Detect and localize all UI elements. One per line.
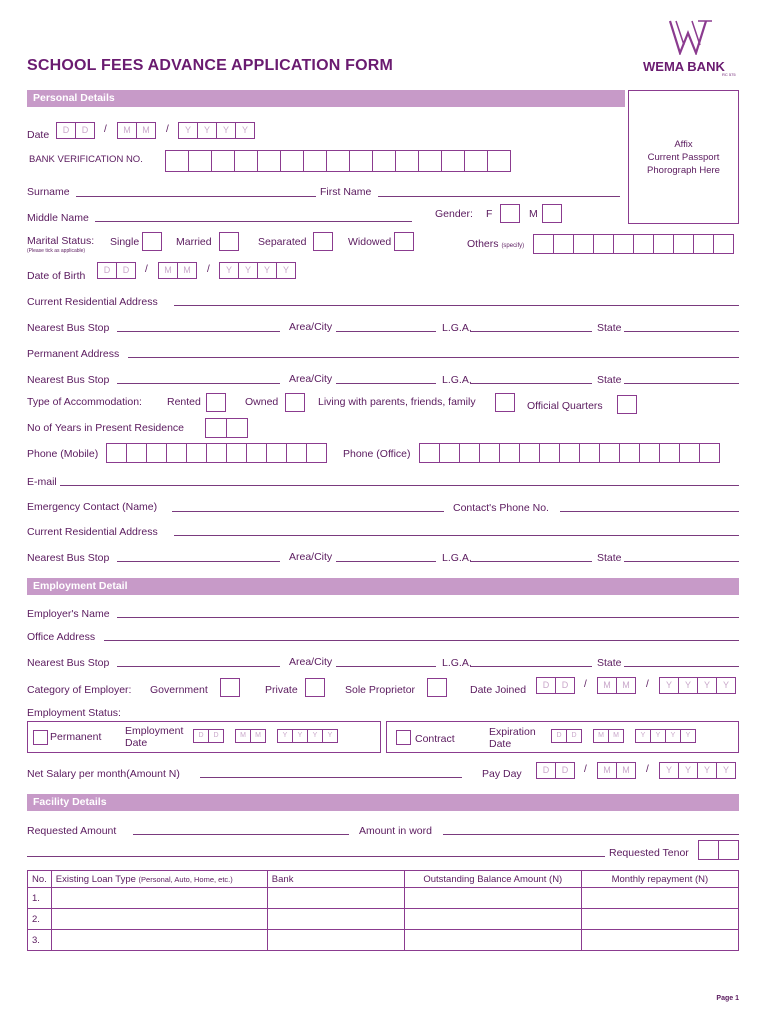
- official-quarters-checkbox[interactable]: [617, 395, 637, 414]
- expiration-date-label: [489, 726, 536, 750]
- table-row: [28, 930, 739, 951]
- section-employment-detail: Employment Detail: [27, 578, 739, 595]
- row-number: 3.: [28, 930, 52, 951]
- state-label: State: [597, 322, 622, 334]
- net-salary-field[interactable]: [200, 777, 462, 778]
- bus-stop-field[interactable]: [117, 383, 280, 384]
- contact-phone-label: Contact's Phone No.: [453, 502, 549, 514]
- year-box[interactable]: Y: [659, 677, 679, 694]
- office-digit-box[interactable]: [559, 443, 580, 463]
- requested-tenor-label: Requested Tenor: [609, 847, 689, 859]
- lga-label: L.G.A.: [442, 552, 472, 564]
- table-header-row: [28, 871, 739, 888]
- dob-label: Date of Birth: [27, 270, 86, 282]
- bvn-digit-box[interactable]: [418, 150, 442, 172]
- emergency-contact-label: Emergency Contact (Name): [27, 501, 158, 513]
- date-slash: /: [104, 124, 107, 135]
- current-address-field[interactable]: [174, 305, 739, 306]
- first-name-label: First Name: [320, 186, 372, 198]
- area-city-label: Area/City: [289, 321, 333, 333]
- day-box[interactable]: D: [536, 762, 556, 779]
- others-label: [467, 238, 524, 250]
- area-city-field[interactable]: [336, 666, 436, 667]
- bvn-digit-box[interactable]: [395, 150, 419, 172]
- day-box[interactable]: D: [551, 729, 567, 743]
- state-field[interactable]: [624, 331, 739, 332]
- area-city-label: Area/City: [289, 656, 333, 668]
- phone-office-boxes[interactable]: [419, 443, 720, 463]
- year-box[interactable]: Y: [322, 729, 338, 743]
- office-digit-box[interactable]: [459, 443, 480, 463]
- year-box[interactable]: Y: [235, 122, 255, 139]
- photo-line-3: Phorograph Here: [647, 164, 720, 176]
- living-with-checkbox[interactable]: [495, 393, 515, 412]
- bvn-digit-box[interactable]: [257, 150, 281, 172]
- day-box[interactable]: D: [56, 122, 76, 139]
- pay-day-label: Pay Day: [482, 768, 522, 780]
- separated-checkbox[interactable]: [313, 232, 333, 251]
- permanent-address-field[interactable]: [128, 357, 739, 358]
- bvn-digit-box[interactable]: [487, 150, 511, 172]
- year-box[interactable]: Y: [650, 729, 666, 743]
- date-label: Date: [27, 129, 50, 141]
- date-joined-year-boxes[interactable]: [659, 677, 736, 694]
- day-box[interactable]: D: [555, 762, 575, 779]
- mobile-digit-box[interactable]: [206, 443, 227, 463]
- gender-label: Gender:: [435, 208, 473, 220]
- accommodation-label: Type of Accommodation:: [27, 396, 142, 408]
- bvn-boxes[interactable]: [165, 150, 511, 172]
- married-label: Married: [176, 236, 212, 248]
- amount-in-word-field[interactable]: [443, 834, 739, 835]
- sole-proprietor-label: Sole Proprietor: [345, 684, 416, 696]
- year-box[interactable]: Y: [716, 762, 736, 779]
- repayment-cell[interactable]: [581, 930, 738, 951]
- others-char-box[interactable]: [713, 234, 734, 254]
- emergency-address-label: Current Residential Address: [27, 526, 158, 538]
- month-box[interactable]: M: [616, 677, 636, 694]
- office-address-label: Office Address: [27, 631, 96, 643]
- employment-date-line-2: Date: [125, 737, 148, 749]
- bus-stop-label: Nearest Bus Stop: [27, 374, 110, 386]
- date-joined-month-boxes[interactable]: [597, 677, 636, 694]
- day-box[interactable]: D: [116, 262, 136, 279]
- mobile-digit-box[interactable]: [186, 443, 207, 463]
- col-loan-type: [51, 871, 267, 888]
- contact-phone-field[interactable]: [560, 511, 739, 512]
- private-checkbox[interactable]: [305, 678, 325, 697]
- wema-logo-icon: [668, 19, 714, 55]
- dob-year-boxes[interactable]: [219, 262, 296, 279]
- rented-label: Rented: [167, 396, 201, 408]
- years-box[interactable]: [205, 418, 227, 438]
- office-digit-box[interactable]: [679, 443, 700, 463]
- outstanding-cell[interactable]: [404, 909, 581, 930]
- bvn-digit-box[interactable]: [464, 150, 488, 172]
- photo-line-2: Current Passport: [647, 151, 720, 163]
- year-box[interactable]: Y: [178, 122, 198, 139]
- table-row: [28, 909, 739, 930]
- others-char-box[interactable]: [533, 234, 554, 254]
- year-box[interactable]: Y: [257, 262, 277, 279]
- repayment-cell[interactable]: [581, 888, 738, 909]
- others-specify: (specify): [501, 243, 525, 249]
- bus-stop-field[interactable]: [117, 666, 280, 667]
- section-facility-details: Facility Details: [27, 794, 739, 811]
- month-box[interactable]: M: [250, 729, 266, 743]
- gender-f-label: F: [486, 208, 493, 220]
- year-box[interactable]: Y: [665, 729, 681, 743]
- mobile-digit-box[interactable]: [286, 443, 307, 463]
- separated-label: Separated: [258, 236, 307, 248]
- office-digit-box[interactable]: [639, 443, 660, 463]
- section-personal-details: Personal Details: [27, 90, 625, 107]
- state-label: State: [597, 374, 622, 386]
- marital-status-label: Marital Status:: [27, 235, 95, 247]
- mobile-digit-box[interactable]: [246, 443, 267, 463]
- sole-proprietor-checkbox[interactable]: [427, 678, 447, 697]
- state-label: State: [597, 552, 622, 564]
- outstanding-cell[interactable]: [404, 888, 581, 909]
- row-number: 2.: [28, 909, 52, 930]
- lga-field[interactable]: [470, 561, 592, 562]
- month-box[interactable]: M: [597, 677, 617, 694]
- others-char-box[interactable]: [593, 234, 614, 254]
- date-joined-day-boxes[interactable]: [536, 677, 575, 694]
- requested-amount-label: Requested Amount: [27, 825, 117, 837]
- contract-label: Contract: [415, 733, 455, 745]
- bvn-digit-box[interactable]: [303, 150, 327, 172]
- year-box[interactable]: Y: [238, 262, 258, 279]
- pay-day-day-boxes[interactable]: [536, 762, 575, 779]
- date-joined-slash: /: [584, 679, 587, 690]
- date-year-boxes[interactable]: [178, 122, 255, 139]
- bvn-digit-box[interactable]: [349, 150, 373, 172]
- amount-in-word-continued-field[interactable]: [27, 856, 605, 857]
- gender-f-checkbox[interactable]: [500, 204, 520, 223]
- month-box[interactable]: M: [136, 122, 156, 139]
- bvn-digit-box[interactable]: [372, 150, 396, 172]
- others-boxes[interactable]: [533, 234, 734, 254]
- employment-date-line-1: Employment: [125, 725, 184, 737]
- state-label: State: [597, 657, 622, 669]
- col-no: No.: [28, 871, 52, 888]
- date-month-boxes[interactable]: [117, 122, 156, 139]
- date-joined-label: Date Joined: [470, 684, 527, 696]
- office-digit-box[interactable]: [519, 443, 540, 463]
- year-box[interactable]: Y: [697, 677, 717, 694]
- year-box[interactable]: Y: [635, 729, 651, 743]
- government-checkbox[interactable]: [220, 678, 240, 697]
- office-digit-box[interactable]: [579, 443, 600, 463]
- email-field[interactable]: [60, 485, 739, 486]
- pay-day-year-boxes[interactable]: [659, 762, 736, 779]
- bus-stop-label: Nearest Bus Stop: [27, 657, 110, 669]
- page-number: Page 1: [716, 995, 739, 1002]
- tenor-box[interactable]: [698, 840, 719, 860]
- day-box[interactable]: D: [555, 677, 575, 694]
- day-box[interactable]: D: [75, 122, 95, 139]
- private-label: Private: [265, 684, 298, 696]
- bus-stop-label: Nearest Bus Stop: [27, 552, 110, 564]
- dob-month-boxes[interactable]: [158, 262, 197, 279]
- mobile-digit-box[interactable]: [166, 443, 187, 463]
- tenor-box[interactable]: [718, 840, 739, 860]
- year-box[interactable]: Y: [219, 262, 239, 279]
- bvn-digit-box[interactable]: [165, 150, 189, 172]
- passport-photo-box[interactable]: [628, 90, 739, 224]
- office-digit-box[interactable]: [619, 443, 640, 463]
- permanent-checkbox[interactable]: [33, 730, 48, 745]
- year-box[interactable]: Y: [697, 762, 717, 779]
- table-row: [28, 888, 739, 909]
- existing-loans-table: [27, 870, 739, 951]
- single-checkbox[interactable]: [142, 232, 162, 251]
- date-joined-slash: /: [646, 679, 649, 690]
- bvn-label: BANK VERIFICATION NO.: [29, 154, 143, 165]
- office-digit-box[interactable]: [419, 443, 440, 463]
- area-city-field[interactable]: [336, 561, 436, 562]
- year-box[interactable]: Y: [197, 122, 217, 139]
- outstanding-cell[interactable]: [404, 930, 581, 951]
- widowed-checkbox[interactable]: [394, 232, 414, 251]
- requested-amount-field[interactable]: [133, 834, 349, 835]
- employer-name-label: Employer's Name: [27, 608, 110, 620]
- lga-label: L.G.A.: [442, 374, 472, 386]
- year-box[interactable]: Y: [678, 677, 698, 694]
- living-with-label: Living with parents, friends, family: [318, 396, 476, 408]
- dob-day-boxes[interactable]: [97, 262, 136, 279]
- mobile-digit-box[interactable]: [106, 443, 127, 463]
- bus-stop-field[interactable]: [117, 561, 280, 562]
- day-box[interactable]: D: [208, 729, 224, 743]
- amount-in-word-label: Amount in word: [359, 825, 432, 837]
- years-residence-boxes[interactable]: [205, 418, 248, 438]
- years-residence-label: No of Years in Present Residence: [27, 422, 185, 434]
- first-name-field[interactable]: [378, 196, 620, 197]
- logo-sub: RC 575: [722, 72, 736, 77]
- year-box[interactable]: Y: [277, 729, 293, 743]
- area-city-label: Area/City: [289, 551, 333, 563]
- bvn-digit-box[interactable]: [234, 150, 258, 172]
- category-label: Category of Employer:: [27, 684, 132, 696]
- employment-status-label: Employment Status:: [27, 707, 121, 719]
- gender-m-checkbox[interactable]: [542, 204, 562, 223]
- expiration-date-boxes[interactable]: [551, 729, 696, 743]
- loan-type-cell[interactable]: [51, 909, 267, 930]
- pay-day-slash: /: [646, 764, 649, 775]
- month-box[interactable]: M: [177, 262, 197, 279]
- day-box[interactable]: D: [566, 729, 582, 743]
- office-digit-box[interactable]: [439, 443, 460, 463]
- lga-field[interactable]: [470, 666, 592, 667]
- year-box[interactable]: Y: [716, 677, 736, 694]
- lga-field[interactable]: [470, 331, 592, 332]
- logo-text: WEMA BANK: [643, 59, 725, 74]
- rented-checkbox[interactable]: [206, 393, 226, 412]
- current-address-label: Current Residential Address: [27, 296, 158, 308]
- others-char-box[interactable]: [653, 234, 674, 254]
- office-digit-box[interactable]: [479, 443, 500, 463]
- others-char-box[interactable]: [613, 234, 634, 254]
- month-box[interactable]: M: [117, 122, 137, 139]
- permanent-address-label: Permanent Address: [27, 348, 120, 360]
- year-box[interactable]: Y: [678, 762, 698, 779]
- month-box[interactable]: M: [235, 729, 251, 743]
- bvn-digit-box[interactable]: [211, 150, 235, 172]
- year-box[interactable]: Y: [292, 729, 308, 743]
- lga-field[interactable]: [470, 383, 592, 384]
- owned-checkbox[interactable]: [285, 393, 305, 412]
- mobile-digit-box[interactable]: [226, 443, 247, 463]
- others-char-box[interactable]: [573, 234, 594, 254]
- expiration-line-1: Expiration: [489, 726, 536, 738]
- bvn-digit-box[interactable]: [441, 150, 465, 172]
- net-salary-label: Net Salary per month(Amount N): [27, 768, 180, 780]
- married-checkbox[interactable]: [219, 232, 239, 251]
- years-box[interactable]: [226, 418, 248, 438]
- state-field[interactable]: [624, 383, 739, 384]
- year-box[interactable]: Y: [307, 729, 323, 743]
- employment-date-label: [125, 725, 183, 749]
- requested-tenor-boxes[interactable]: [698, 840, 739, 860]
- date-day-boxes[interactable]: [56, 122, 95, 139]
- state-field[interactable]: [624, 561, 739, 562]
- office-digit-box[interactable]: [699, 443, 720, 463]
- email-label: E-mail: [27, 476, 57, 488]
- month-box[interactable]: M: [597, 762, 617, 779]
- others-text: Others: [467, 238, 499, 250]
- phone-mobile-boxes[interactable]: [106, 443, 327, 463]
- middle-name-field[interactable]: [95, 221, 412, 222]
- office-digit-box[interactable]: [599, 443, 620, 463]
- office-digit-box[interactable]: [539, 443, 560, 463]
- government-label: Government: [150, 684, 208, 696]
- day-box[interactable]: D: [536, 677, 556, 694]
- dob-slash: /: [145, 264, 148, 275]
- area-city-field[interactable]: [336, 383, 436, 384]
- lga-label: L.G.A.: [442, 657, 472, 669]
- widowed-label: Widowed: [348, 236, 392, 248]
- area-city-label: Area/City: [289, 373, 333, 385]
- year-box[interactable]: Y: [276, 262, 296, 279]
- mobile-digit-box[interactable]: [146, 443, 167, 463]
- col-loan-type-note: (Personal, Auto, Home, etc.): [138, 874, 233, 884]
- month-box[interactable]: M: [593, 729, 609, 743]
- office-digit-box[interactable]: [659, 443, 680, 463]
- repayment-cell[interactable]: [581, 909, 738, 930]
- loan-type-cell[interactable]: [51, 930, 267, 951]
- month-box[interactable]: M: [608, 729, 624, 743]
- month-box[interactable]: M: [616, 762, 636, 779]
- bank-cell[interactable]: [267, 909, 404, 930]
- month-box[interactable]: M: [158, 262, 178, 279]
- office-address-field[interactable]: [104, 640, 739, 641]
- state-field[interactable]: [624, 666, 739, 667]
- marital-note: (Please tick as applicable): [27, 248, 86, 254]
- dob-slash: /: [207, 264, 210, 275]
- emergency-contact-field[interactable]: [172, 511, 444, 512]
- others-char-box[interactable]: [553, 234, 574, 254]
- single-label: Single: [110, 236, 140, 248]
- gender-m-label: M: [529, 208, 538, 220]
- pay-day-month-boxes[interactable]: [597, 762, 636, 779]
- bank-cell[interactable]: [267, 888, 404, 909]
- col-loan-type-text: Existing Loan Type: [55, 873, 136, 885]
- bus-stop-field[interactable]: [117, 331, 280, 332]
- bank-cell[interactable]: [267, 930, 404, 951]
- col-outstanding: Outstanding Balance Amount (N): [404, 871, 581, 888]
- others-char-box[interactable]: [633, 234, 654, 254]
- year-box[interactable]: Y: [680, 729, 696, 743]
- year-box[interactable]: Y: [216, 122, 236, 139]
- pay-day-slash: /: [584, 764, 587, 775]
- expiration-line-2: Date: [489, 738, 512, 750]
- day-box[interactable]: D: [97, 262, 117, 279]
- others-char-box[interactable]: [673, 234, 694, 254]
- bvn-digit-box[interactable]: [188, 150, 212, 172]
- surname-field[interactable]: [76, 196, 316, 197]
- others-char-box[interactable]: [693, 234, 714, 254]
- phone-office-label: Phone (Office): [343, 448, 411, 460]
- photo-line-1: Affix: [674, 138, 693, 150]
- office-digit-box[interactable]: [499, 443, 520, 463]
- lga-label: L.G.A.: [442, 322, 472, 334]
- mobile-digit-box[interactable]: [266, 443, 287, 463]
- row-number: 1.: [28, 888, 52, 909]
- year-box[interactable]: Y: [659, 762, 679, 779]
- official-quarters-label: Official Quarters: [527, 400, 603, 412]
- phone-mobile-label: Phone (Mobile): [27, 448, 99, 460]
- bus-stop-label: Nearest Bus Stop: [27, 322, 110, 334]
- contract-checkbox[interactable]: [396, 730, 411, 745]
- day-box[interactable]: D: [193, 729, 209, 743]
- col-bank: Bank: [267, 871, 404, 888]
- loan-type-cell[interactable]: [51, 888, 267, 909]
- middle-name-label: Middle Name: [27, 212, 89, 224]
- owned-label: Owned: [245, 396, 279, 408]
- employment-date-boxes[interactable]: [193, 729, 338, 743]
- employer-name-field[interactable]: [117, 617, 739, 618]
- permanent-label: Permanent: [50, 731, 102, 743]
- col-monthly-repayment: Monthly repayment (N): [581, 871, 738, 888]
- mobile-digit-box[interactable]: [306, 443, 327, 463]
- bvn-digit-box[interactable]: [326, 150, 350, 172]
- mobile-digit-box[interactable]: [126, 443, 147, 463]
- date-slash: /: [166, 124, 169, 135]
- area-city-field[interactable]: [336, 331, 436, 332]
- form-title: SCHOOL FEES ADVANCE APPLICATION FORM: [27, 57, 394, 74]
- surname-label: Surname: [27, 186, 70, 198]
- bvn-digit-box[interactable]: [280, 150, 304, 172]
- emergency-address-field[interactable]: [174, 535, 739, 536]
